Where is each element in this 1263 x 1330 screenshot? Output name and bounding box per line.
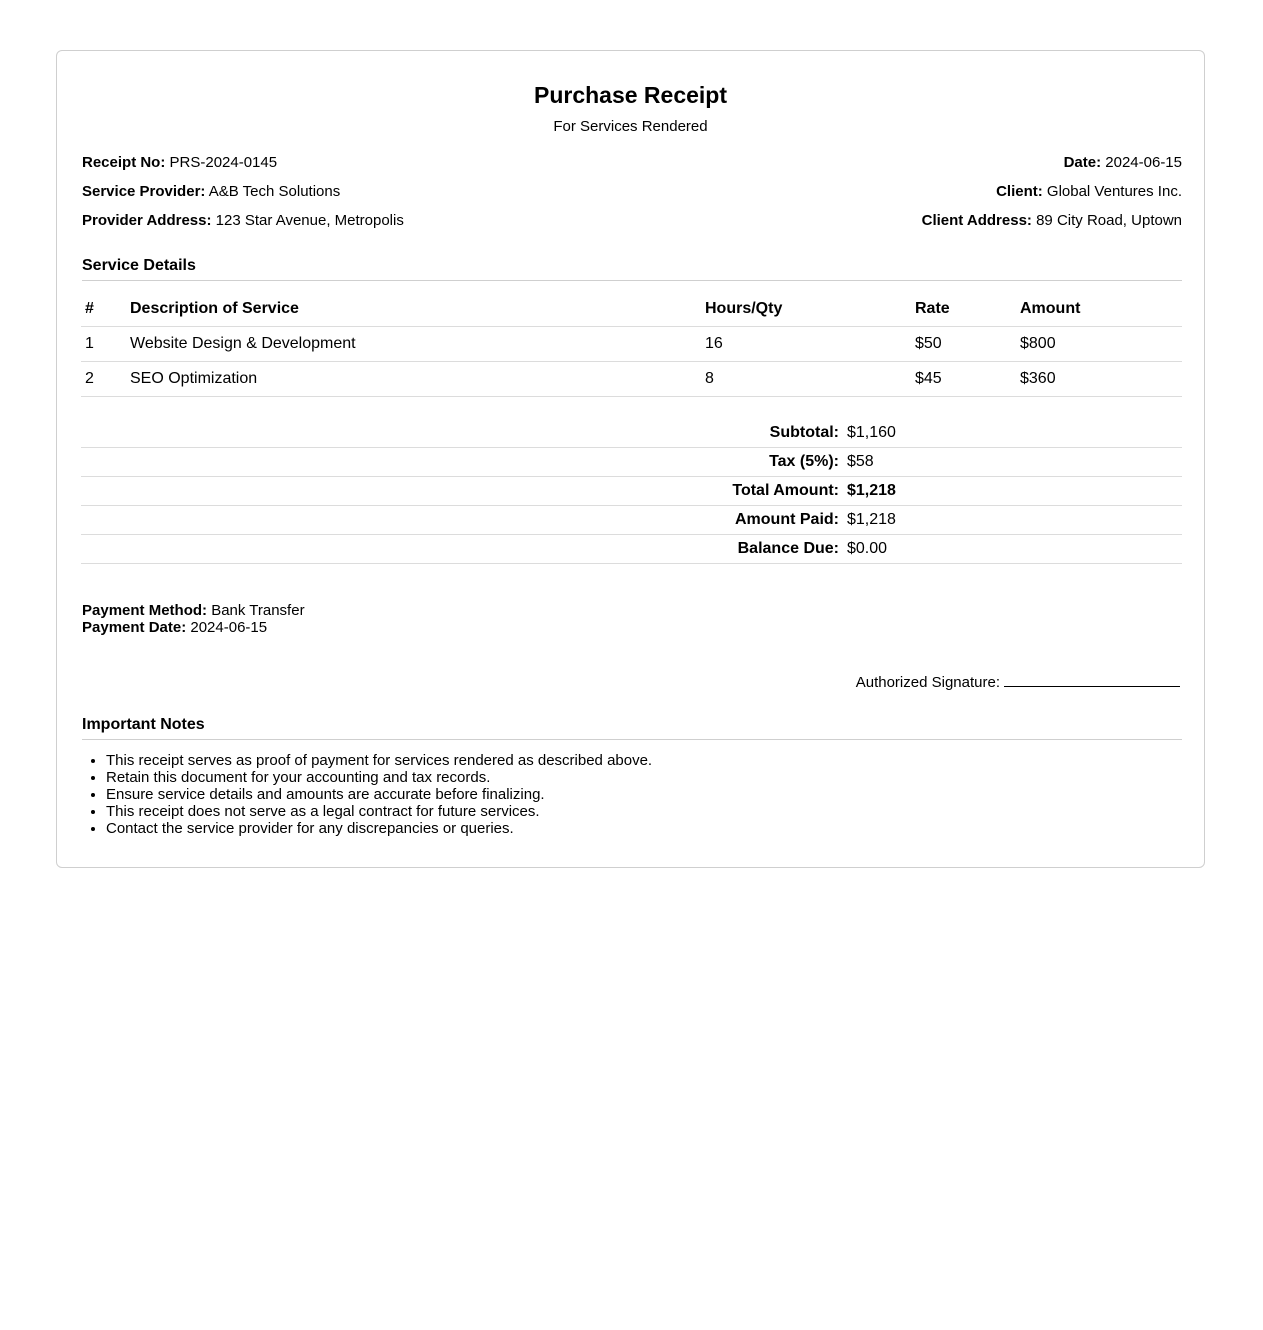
balance-due-value: $0.00 xyxy=(847,535,1182,564)
provider-address xyxy=(82,212,404,229)
total-amount-value: $1,218 xyxy=(847,477,1182,506)
client-value: Global Ventures Inc. xyxy=(1046,183,1182,200)
balance-due-label: Balance Due: xyxy=(81,535,847,564)
column-header-amount: Amount xyxy=(1016,292,1182,327)
receipt-date-value: 2024-06-15 xyxy=(1105,154,1182,171)
services-table xyxy=(81,292,1182,397)
signature-line xyxy=(1004,672,1180,687)
totals-row-balance xyxy=(81,535,1182,564)
table-row xyxy=(81,327,1182,362)
subtotal-value: $1,160 xyxy=(847,419,1182,448)
list-item: • Ensure service details and amounts are accurate before finalizing. xyxy=(106,786,652,803)
service-provider-value: A&B Tech Solutions xyxy=(208,183,341,200)
totals-row-tax xyxy=(81,448,1182,477)
row-quantity: 16 xyxy=(701,327,911,362)
receipt-number xyxy=(82,154,277,171)
row-number: 1 xyxy=(81,327,126,362)
notes-list xyxy=(82,752,652,837)
info-row-addresses xyxy=(82,212,1182,232)
list-item: • This receipt does not serve as a legal contract for future services. xyxy=(106,803,652,820)
totals-table xyxy=(81,419,1182,564)
row-rate: $45 xyxy=(911,362,1016,397)
provider-address-label: Provider Address: xyxy=(82,212,212,229)
client-address-label: Client Address: xyxy=(921,212,1032,229)
row-amount: $800 xyxy=(1016,327,1182,362)
table-row xyxy=(81,362,1182,397)
list-item: • This receipt serves as proof of payment for services rendered as described above. xyxy=(106,752,652,769)
row-rate: $50 xyxy=(911,327,1016,362)
totals-row-paid xyxy=(81,506,1182,535)
receipt-number-label: Receipt No: xyxy=(82,154,166,171)
payment-method xyxy=(82,602,305,619)
info-row-receipt xyxy=(82,154,1182,174)
table-header-row xyxy=(81,292,1182,327)
subtotal-label: Subtotal: xyxy=(81,419,847,448)
client xyxy=(996,183,1182,200)
payment-info xyxy=(82,602,305,636)
service-details-heading: Service Details xyxy=(82,257,1182,281)
important-notes-heading: Important Notes xyxy=(82,716,1182,740)
receipt-card xyxy=(56,50,1205,868)
authorized-signature xyxy=(856,672,1180,691)
payment-date xyxy=(82,619,305,636)
column-header-number: # xyxy=(81,292,126,327)
row-description: SEO Optimization xyxy=(126,362,701,397)
provider-address-value: 123 Star Avenue, Metropolis xyxy=(215,212,404,229)
list-item: • Retain this document for your accounting and tax records. xyxy=(106,769,652,786)
signature-label: Authorized Signature: xyxy=(855,674,1000,691)
row-amount: $360 xyxy=(1016,362,1182,397)
column-header-description: Description of Service xyxy=(126,292,701,327)
page-subtitle: For Services Rendered xyxy=(553,118,708,135)
info-row-parties xyxy=(82,183,1182,203)
service-provider-label: Service Provider: xyxy=(82,183,206,200)
client-address-value: 89 City Road, Uptown xyxy=(1036,212,1182,229)
payment-method-value: Bank Transfer xyxy=(211,602,305,619)
receipt-date xyxy=(1064,154,1182,171)
client-label: Client: xyxy=(996,183,1043,200)
payment-method-label: Payment Method: xyxy=(82,602,208,619)
payment-date-value: 2024-06-15 xyxy=(190,619,268,636)
row-quantity: 8 xyxy=(701,362,911,397)
page-title: Purchase Receipt xyxy=(533,82,728,108)
row-number: 2 xyxy=(81,362,126,397)
tax-label: Tax (5%): xyxy=(81,448,847,477)
client-address xyxy=(922,212,1182,229)
service-provider xyxy=(82,183,340,200)
receipt-number-value: PRS-2024-0145 xyxy=(169,154,278,171)
totals-row-total xyxy=(81,477,1182,506)
receipt-date-label: Date: xyxy=(1063,154,1102,171)
amount-paid-value: $1,218 xyxy=(847,506,1182,535)
payment-date-label: Payment Date: xyxy=(82,619,187,636)
column-header-rate: Rate xyxy=(911,292,1016,327)
amount-paid-label: Amount Paid: xyxy=(81,506,847,535)
tax-value: $58 xyxy=(847,448,1182,477)
column-header-quantity: Hours/Qty xyxy=(701,292,911,327)
totals-row-subtotal xyxy=(81,419,1182,448)
row-description: Website Design & Development xyxy=(126,327,701,362)
list-item: • Contact the service provider for any discrepancies or queries. xyxy=(106,820,652,837)
total-amount-label: Total Amount: xyxy=(81,477,847,506)
